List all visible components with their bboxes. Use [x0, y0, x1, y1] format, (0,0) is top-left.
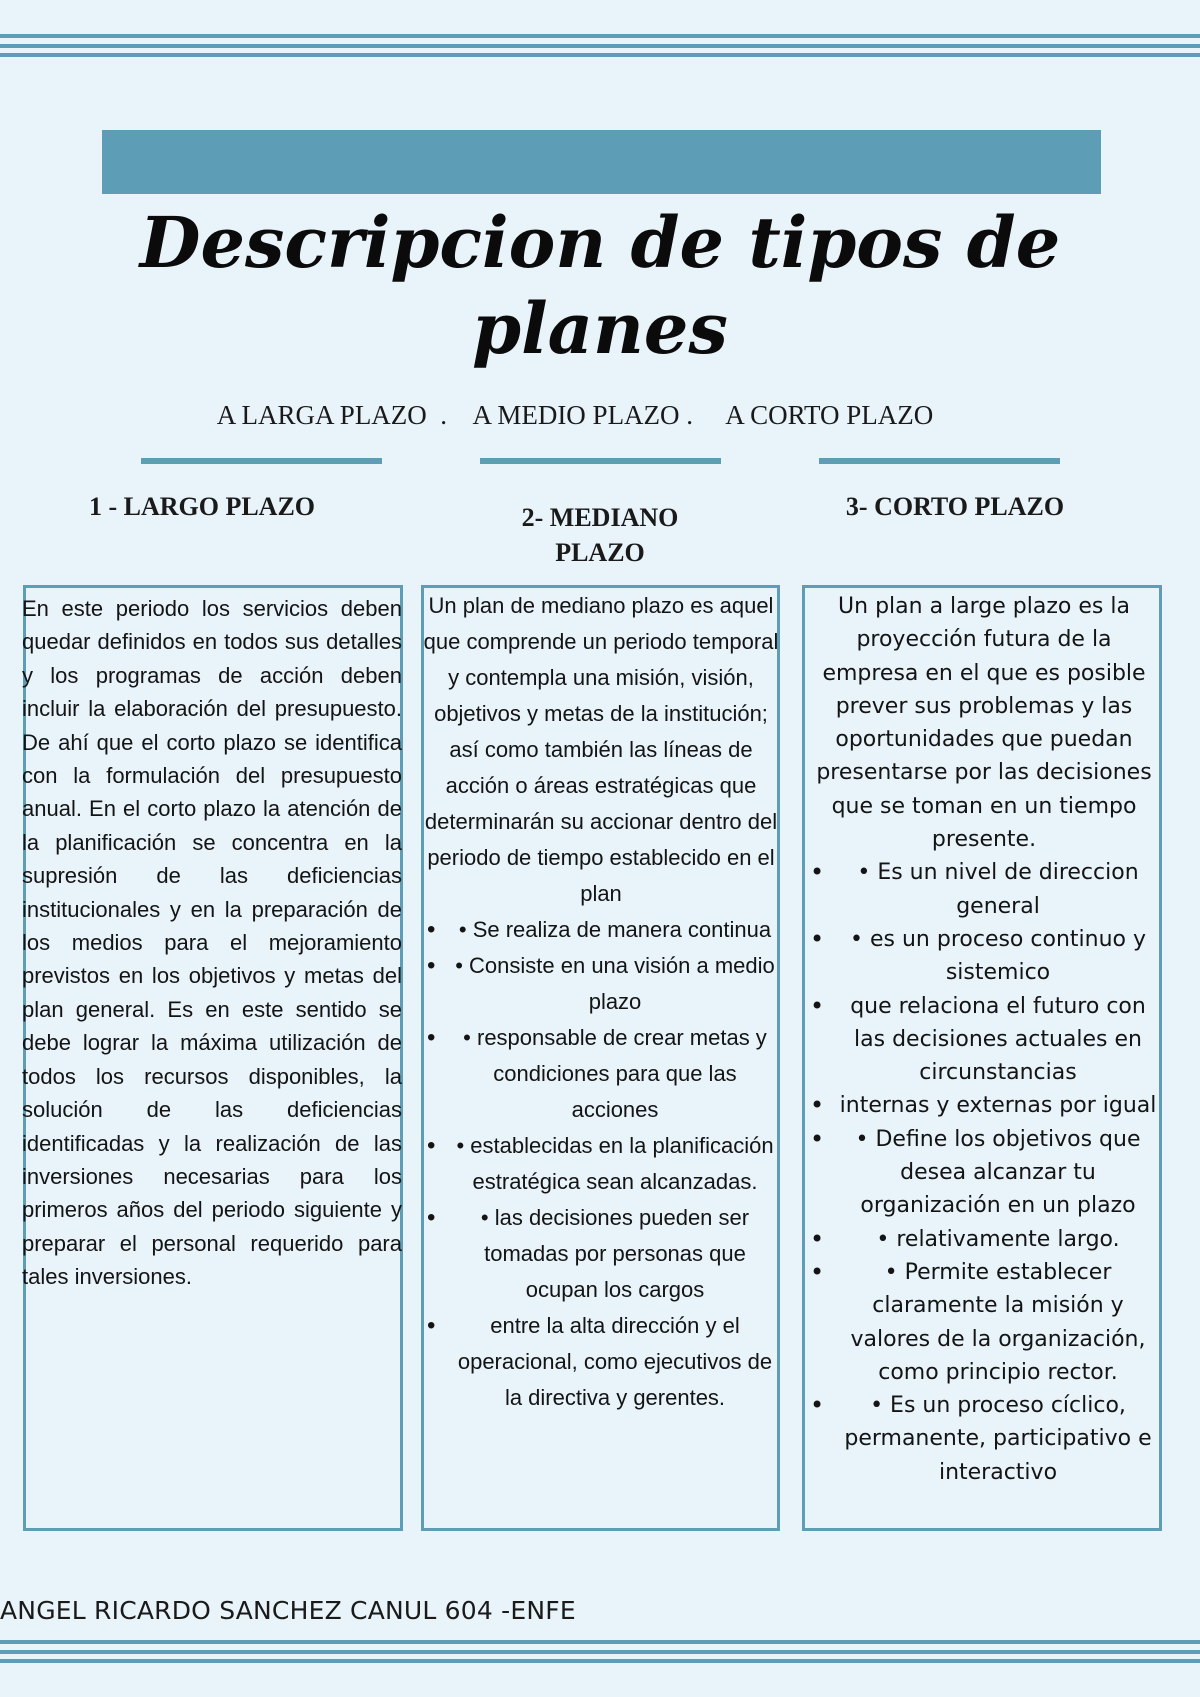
list-item: • internas y externas por igual — [808, 1089, 1160, 1122]
top-stripe-1 — [0, 34, 1200, 38]
medium-term-list — [423, 912, 779, 1416]
list-item: • • es un proceso continuo y sistemico — [808, 923, 1160, 990]
list-item: • • Se realiza de manera continua — [423, 912, 779, 948]
top-stripe-3 — [0, 53, 1200, 57]
short-term-content — [808, 590, 1160, 1489]
list-item: • • relativamente largo. — [808, 1223, 1160, 1256]
short-term-list — [808, 856, 1160, 1489]
short-term-intro: Un plan a large plazo es la proyección futura de la empresa en el que es posible prever sus problemas y las oportunidades que puedan presentarse por las decisiones que se toman en un tiempo presente. — [816, 594, 1152, 853]
list-item: • • Permite establecer claramente la misión y valores de la organización, como principio rector. — [808, 1256, 1160, 1389]
list-item: • entre la alta dirección y el operacional, como ejecutivos de la directiva y gerentes. — [423, 1308, 779, 1416]
list-item: • • responsable de crear metas y condiciones para que las acciones — [423, 1020, 779, 1128]
long-term-paragraph: En este periodo los servicios deben quedar definidos en todos sus detalles y los programas de acción deben incluir la elaboración del presupuesto. De ahí que el corto plazo se identifica con la formulación del presupuesto anual. En el corto plazo la atención de la planificación se concentra en la supresión de las deficiencias institucionales y en la preparación de los medios para el mejoramiento previstos en los objetivos y metas del plan general. Es en este sentido se debe lograr la máxima utilización de todos los recursos disponibles, la solución de las deficiencias identificadas y la realización de las inversiones necesarias para los primeros años del periodo siguiente y preparar el personal requerido para tales inversiones. — [22, 596, 402, 1290]
top-stripe-2 — [0, 44, 1200, 48]
medium-term-content — [423, 588, 779, 1416]
list-item: • • establecidas en la planificación estratégica sean alcanzadas. — [423, 1128, 779, 1200]
author-footer: ANGEL RICARDO SANCHEZ CANUL 604 -ENFE — [0, 1596, 576, 1625]
list-item: • que relaciona el futuro con las decisiones actuales en circunstancias — [808, 990, 1160, 1090]
list-item: • • Define los objetivos que desea alcanzar tu organización en un plazo — [808, 1123, 1160, 1223]
list-item: • • las decisiones pueden ser tomadas por personas que ocupan los cargos — [423, 1200, 779, 1308]
header-banner — [102, 130, 1101, 194]
list-item: • • Consiste en una visión a medio plazo — [423, 948, 779, 1020]
column-rule-3 — [819, 458, 1060, 464]
bottom-stripe-1 — [0, 1640, 1200, 1644]
page-title: Descripcion de tipos de planes — [139, 201, 1061, 370]
column-heading-short-term: 3- CORTO PLAZO — [845, 492, 1065, 521]
medium-term-intro: Un plan de mediano plazo es aquel que comprende un periodo temporal y contempla una misión, visión, objetivos y metas de la institución; así como también las líneas de acción o áreas estratégicas que determinarán su accionar dentro del periodo de tiempo establecido en el plan — [423, 593, 779, 906]
column-rule-1 — [141, 458, 382, 464]
column-heading-medium-term: 2- MEDIANO PLAZO — [521, 503, 679, 567]
subtitle: A LARGA PLAZO . A MEDIO PLAZO . A CORTO PLAZO — [216, 400, 934, 430]
column-rule-2 — [480, 458, 721, 464]
list-item: • • Es un proceso cíclico, permanente, participativo e interactivo — [808, 1389, 1160, 1489]
list-item: • • Es un nivel de direccion general — [808, 856, 1160, 923]
bottom-stripe-3 — [0, 1659, 1200, 1663]
column-heading-long-term: 1 - LARGO PLAZO — [88, 492, 316, 521]
bottom-stripe-2 — [0, 1650, 1200, 1654]
